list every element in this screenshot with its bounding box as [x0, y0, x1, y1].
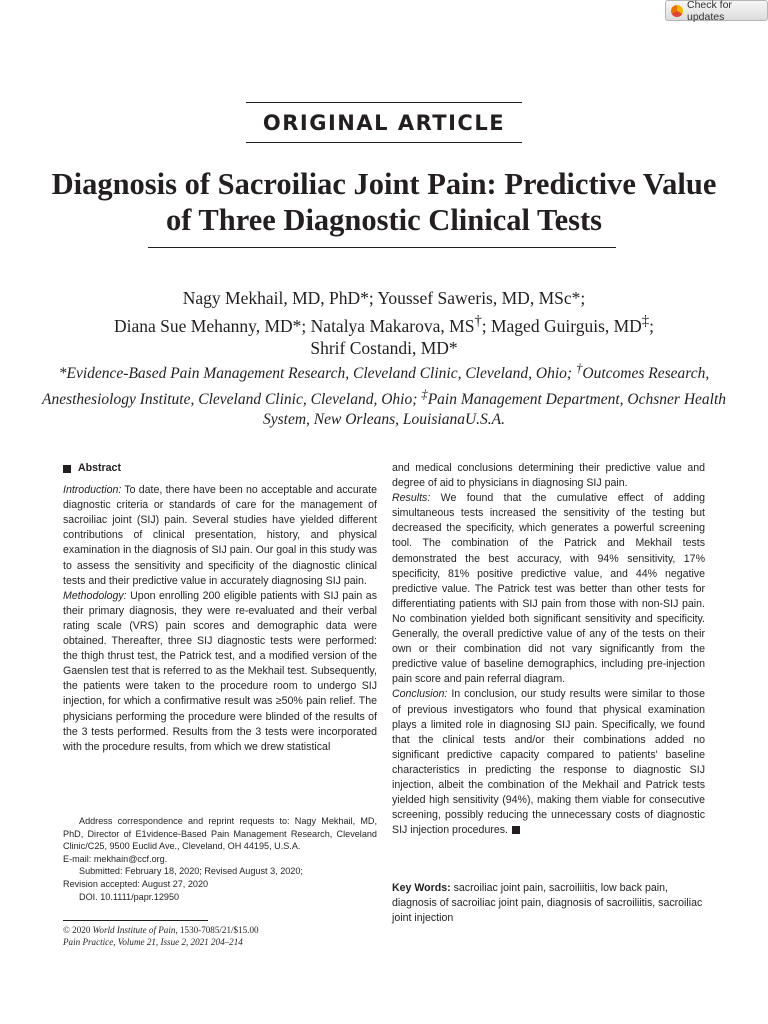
title-divider — [148, 247, 616, 248]
abstract-results — [392, 491, 705, 687]
submission-dates: Submitted: February 18, 2020; Revised August 3, 2020; — [79, 866, 303, 877]
affiliations — [30, 358, 738, 430]
conclusion-label: Conclusion: — [392, 688, 448, 701]
issn-price: , 1530-7085/21/$15.00 — [175, 925, 259, 935]
keywords — [392, 881, 705, 926]
abstract-introduction — [63, 483, 377, 589]
conclusion-text: In conclusion, our study results were similar to those of previous investigators who found that physical examination plays a limited role in diagnosing SIJ pain. Specifically, we found that the clinical tests and/or their combinations added no significant predictive capacity compared to patients' baseline characteristics in predicting the response to diagnostic SIJ injection, albeit the combination of the Mekhail and Patrick tests yielded high sensitivity (94%), making them viable for consecutive screening, possibly reducing the unnecessary costs of diagnostic SIJ injection procedures. — [392, 688, 705, 837]
citation — [63, 924, 377, 948]
publisher-name: World Institute of Pain — [92, 925, 176, 935]
citation-divider — [63, 920, 208, 921]
author-segment: ; — [649, 315, 654, 336]
affiliation-1: *Evidence-Based Pain Management Research, Cleveland Clinic, Cleveland, Ohio; — [58, 365, 576, 383]
affiliation-3: Pain Management Department, Ochsner Health System, New Orleans, LouisianaU.S.A. — [263, 391, 727, 429]
doi: DOI. 10.1111/papr.12950 — [79, 891, 180, 902]
affiliation-mark: ‡ — [421, 386, 428, 402]
abstract-conclusion — [392, 687, 705, 838]
check-for-updates-button[interactable] — [665, 0, 768, 21]
abstract-column-left — [63, 461, 377, 755]
author-segment: ; Maged Guirguis, MD — [481, 315, 642, 336]
author-list — [30, 287, 738, 359]
keywords-text: sacroiliac joint pain, sacroiliitis, low back pain, diagnosis of sacroiliac joint pain, diagnosis of sacroiliitis, sacroiliac joint injection — [392, 882, 703, 925]
crossmark-icon — [671, 5, 683, 17]
methodology-continued: and medical conclusions determining their predictive value and degree of aid to physicians in diagnosing SIJ pain. — [392, 462, 705, 490]
article-title: Diagnosis of Sacroiliac Joint Pain: Predictive Value of Three Diagnostic Clinical Tests — [51, 167, 717, 237]
introduction-text: To date, there have been no acceptable and accurate diagnostic criteria or standards of care for the management of sacroiliac joint (SIJ) pain. Several studies have yielded different contributions of clinical presentation, history, and physical examination in the diagnosis of SIJ pain. Our goal in this study was to assess the sensitivity and specificity of the diagnostic clinical tests and their predictive value in accurately diagnosing SIJ pain. — [63, 484, 377, 587]
copyright-line — [63, 924, 377, 936]
methodology-label: Methodology: — [63, 589, 127, 602]
results-text: We found that the cumulative effect of adding simultaneous tests increased the sensitivity of the testing but decreased the specificity, which generates a powerful screening tool. The combination of the Patrick and Mekhail tests demonstrated the best accuracy, with 94% sensitivity, 17% specificity, 81% positive predictive value, and 44% negative predictive value. The Patrick test was better than other tests for differentiating patients with SIJ pain from those with non-SIJ pain. No combination yielded both significant sensitivity and specificity. Generally, the overall predictive value of any of the tests on their own or their combination did not vary significantly from the predictive value of baseline demographics, including pre-injection pain score and pain referral diagram. — [392, 492, 705, 686]
abstract-methodology — [63, 589, 377, 755]
introduction-label: Introduction: — [63, 484, 122, 497]
copyright-prefix: © 2020 — [63, 925, 93, 935]
end-square-icon — [512, 826, 520, 834]
correspondence-email: E-mail: mekhain@ccf.org. — [63, 853, 168, 864]
affiliation-mark: † — [474, 312, 482, 329]
abstract-heading-label: Abstract — [78, 462, 121, 474]
methodology-text: Upon enrolling 200 eligible patients with SIJ pain as their primary diagnosis, they were re-evaluated and their verbal rating scale (VRS) pain scores and demographic data were obtained. Thereafter, three SIJ diagnostic tests were performed: the thigh thrust test, the Patrick test, and a modified version of the Gaenslen test that is referred to as the Mekhail test. Subsequently, the patients were taken to the procedure room to undergo SIJ injection, for which a confirmative result was ≥50% pain relief. The physicians performing the procedure were blinded of the results of the 3 tests performed. Results from the 3 tests were incorporated with the procedure results, from which we drew statistical — [63, 589, 377, 753]
abstract-column-right — [392, 461, 705, 838]
section-label-box — [246, 102, 522, 143]
correspondence-notes — [63, 815, 377, 903]
affiliation-2: Outcomes Research, Anesthesiology Institute, Cleveland Clinic, Cleveland, Ohio; — [41, 365, 710, 409]
author-line-3: Shrif Costandi, MD* — [310, 337, 458, 358]
keywords-label: Key Words: — [392, 882, 451, 894]
check-for-updates-label: Check for updates — [687, 0, 732, 23]
abstract-heading — [63, 461, 377, 476]
author-line-1: Nagy Mekhail, MD, PhD*; Youssef Saweris, MD, MSc*; — [182, 288, 586, 308]
results-label: Results: — [392, 492, 431, 505]
acceptance-date: Revision accepted: August 27, 2020 — [63, 878, 209, 889]
section-label: ORIGINAL ARTICLE — [262, 110, 506, 135]
square-bullet-icon — [63, 465, 71, 473]
author-line-2 — [30, 310, 738, 337]
journal-reference: Pain Practice, Volume 21, Issue 2, 2021 204–214 — [63, 937, 243, 947]
affiliation-mark: ‡ — [641, 312, 650, 329]
correspondence-address: Address correspondence and reprint requests to: Nagy Mekhail, MD, PhD, Director of E1vidence-Based Pain Management Research, Cleveland Clinic/C25, 9500 Euclid Ave., Cleveland, OH 44195, U.S.A. — [63, 816, 377, 852]
affiliation-mark: † — [575, 360, 583, 375]
author-segment: Diana Sue Mehanny, MD*; Natalya Makarova, MS — [113, 315, 475, 336]
